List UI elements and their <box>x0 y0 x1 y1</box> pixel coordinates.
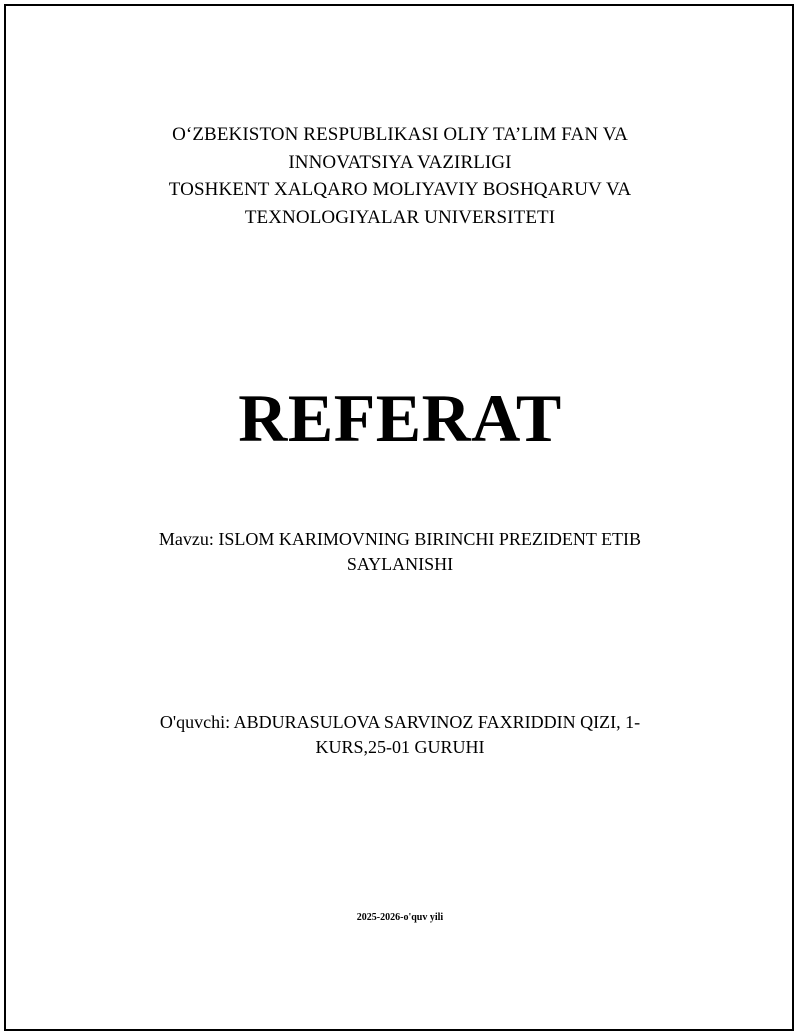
academic-year: 2025-2026-o'quv yili <box>356 912 444 923</box>
institution-header-line: INNOVATSIYA VAZIRLIGI <box>288 151 512 173</box>
topic-line: SAYLANISHI <box>346 554 454 574</box>
institution-header-line: TEXNOLOGIYALAR UNIVERSITETI <box>244 206 556 228</box>
document-title: REFERAT <box>238 380 562 456</box>
student-line: O'quvchi: ABDURASULOVA SARVINOZ FAXRIDDIN QIZI, 1- <box>159 712 641 732</box>
topic-line: Mavzu: ISLOM KARIMOVNING BIRINCHI PREZIDENT ETIB <box>158 529 642 549</box>
institution-header-line: TOSHKENT XALQARO MOLIYAVIY BOSHQARUV VA <box>168 179 632 200</box>
topic-block <box>0 527 800 577</box>
student-line: KURS,25-01 GURUHI <box>315 737 485 757</box>
student-block <box>0 710 800 760</box>
institution-header-line: O‘ZBEKISTON RESPUBLIKASI OLIY TA’LIM FAN VA <box>172 124 628 145</box>
institution-header <box>0 121 800 231</box>
